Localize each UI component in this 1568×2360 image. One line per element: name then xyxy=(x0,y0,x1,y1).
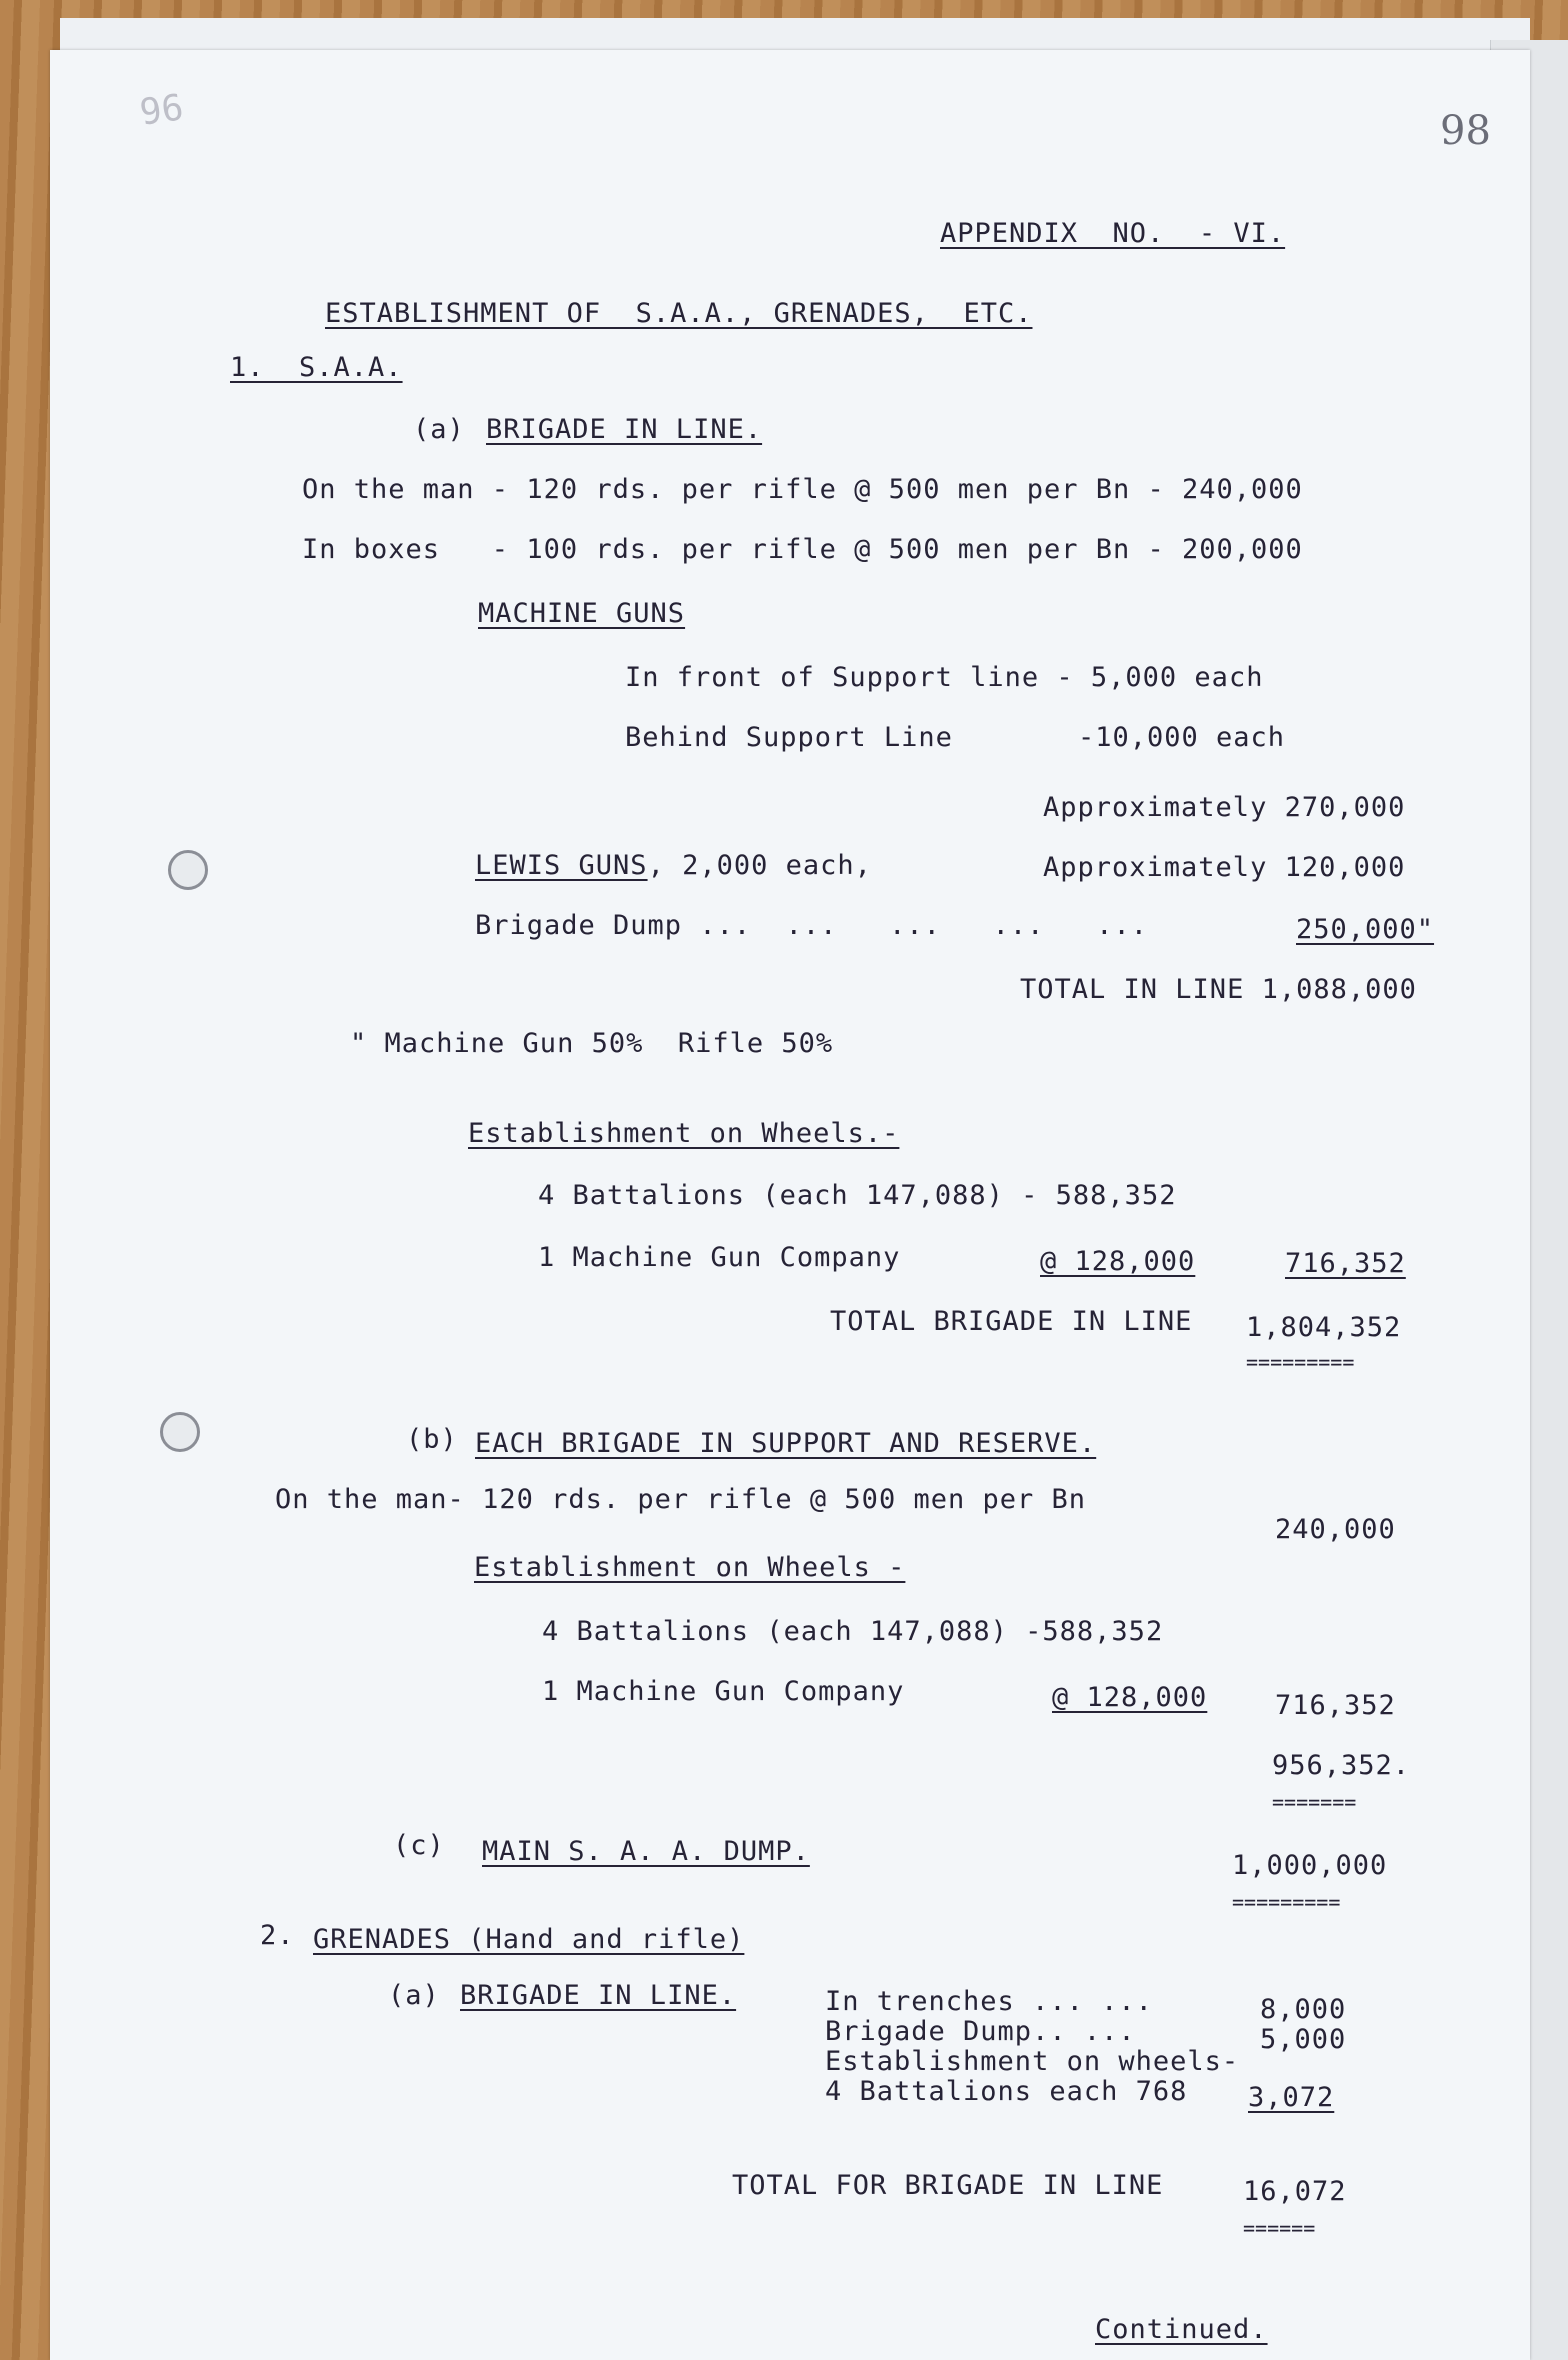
grenade-row-label: In trenches ... ... xyxy=(825,1986,1153,2017)
grenades-total-label: TOTAL FOR BRIGADE IN LINE xyxy=(732,2170,1164,2201)
mg-front-line: In front of Support line - 5,000 each xyxy=(625,662,1264,693)
approx-total-1: Approximately 270,000 xyxy=(1043,792,1406,823)
on-man-value-b: 240,000 xyxy=(1275,1514,1396,1545)
grenade-row-label: Establishment on wheels- xyxy=(825,2046,1240,2077)
machine-guns-heading: MACHINE GUNS xyxy=(478,598,686,629)
double-rule-a: ========= xyxy=(1246,1350,1355,1374)
total-b: 956,352. xyxy=(1272,1750,1411,1781)
brigade-dump-value: 250,000" xyxy=(1296,914,1435,945)
brigade-dump-label: Brigade Dump ... ... ... ... ... xyxy=(475,910,1148,941)
approx-total-2: Approximately 120,000 xyxy=(1043,852,1406,883)
double-rule-c: ========= xyxy=(1232,1890,1341,1914)
in-boxes-line: In boxes - 100 rds. per rifle @ 500 men per Bn - 200,000 xyxy=(302,534,1303,565)
total-brigade-label: TOTAL BRIGADE IN LINE xyxy=(830,1306,1193,1337)
subsection-c-heading: MAIN S. A. A. DUMP. xyxy=(482,1836,810,1867)
punch-hole xyxy=(168,850,208,890)
on-man-line: On the man - 120 rds. per rifle @ 500 men per Bn - 240,000 xyxy=(302,474,1303,505)
lewis-guns-line: LEWIS GUNS, 2,000 each, xyxy=(475,850,872,881)
total-brigade-value: 1,804,352 xyxy=(1246,1312,1402,1343)
subsection-b-label: (b) xyxy=(406,1424,458,1455)
on-man-line-b: On the man- 120 rds. per rifle @ 500 men per Bn xyxy=(275,1484,1087,1515)
mg-company-a: 1 Machine Gun Company xyxy=(538,1242,901,1273)
mg-company-b: 1 Machine Gun Company xyxy=(542,1676,905,1707)
section-2-number: 2. xyxy=(260,1920,295,1951)
wheels-heading-a: Establishment on Wheels.- xyxy=(468,1118,900,1149)
continued-label: Continued. xyxy=(1095,2314,1268,2345)
subtotal-a: 716,352 xyxy=(1285,1248,1406,1279)
grenade-row-label: Brigade Dump.. ... xyxy=(825,2016,1136,2047)
grenades-a-heading: BRIGADE IN LINE. xyxy=(460,1980,737,2011)
subsection-b-heading: EACH BRIGADE IN SUPPORT AND RESERVE. xyxy=(475,1428,1097,1459)
faint-page-number: 96 xyxy=(137,87,187,134)
subsection-c-label: (c) xyxy=(393,1830,445,1861)
page-number: 98 xyxy=(1440,108,1491,154)
wheels-heading-b: Establishment on Wheels - xyxy=(474,1552,906,1583)
total-in-line: TOTAL IN LINE 1,088,000 xyxy=(1020,974,1417,1005)
grenade-row-value: 8,000 xyxy=(1260,1994,1347,2025)
subsection-a-heading: BRIGADE IN LINE. xyxy=(486,414,763,445)
grenades-total-value: 16,072 xyxy=(1243,2176,1347,2207)
section-2-heading: GRENADES (Hand and rifle) xyxy=(313,1924,745,1955)
grenade-row-value: 3,072 xyxy=(1248,2082,1335,2113)
battalions-line-b: 4 Battalions (each 147,088) -588,352 xyxy=(542,1616,1164,1647)
mg-company-rate-a: @ 128,000 xyxy=(1040,1246,1196,1277)
double-rule-grenades: ====== xyxy=(1243,2216,1316,2240)
grenade-row-value: 5,000 xyxy=(1260,2024,1347,2055)
appendix-label: APPENDIX NO. - VI. xyxy=(940,218,1286,249)
main-dump-value: 1,000,000 xyxy=(1232,1850,1388,1881)
double-rule-b: ======= xyxy=(1272,1790,1357,1814)
subtotal-b: 716,352 xyxy=(1275,1690,1396,1721)
document-title: ESTABLISHMENT OF S.A.A., GRENADES, ETC. xyxy=(325,298,1033,329)
section-1-heading: 1. S.A.A. xyxy=(230,352,403,383)
mg-behind-label: Behind Support Line xyxy=(625,722,953,753)
document-page xyxy=(50,50,1530,2360)
mg-company-rate-b: @ 128,000 xyxy=(1052,1682,1208,1713)
subsection-a-label: (a) xyxy=(413,414,465,445)
mg-rifle-split: " Machine Gun 50% Rifle 50% xyxy=(350,1028,834,1059)
battalions-line-a: 4 Battalions (each 147,088) - 588,352 xyxy=(538,1180,1177,1211)
grenade-row-label: 4 Battalions each 768 xyxy=(825,2076,1188,2107)
punch-hole xyxy=(160,1412,200,1452)
mg-behind-value: -10,000 each xyxy=(1078,722,1286,753)
grenades-a-label: (a) xyxy=(388,1980,440,2011)
